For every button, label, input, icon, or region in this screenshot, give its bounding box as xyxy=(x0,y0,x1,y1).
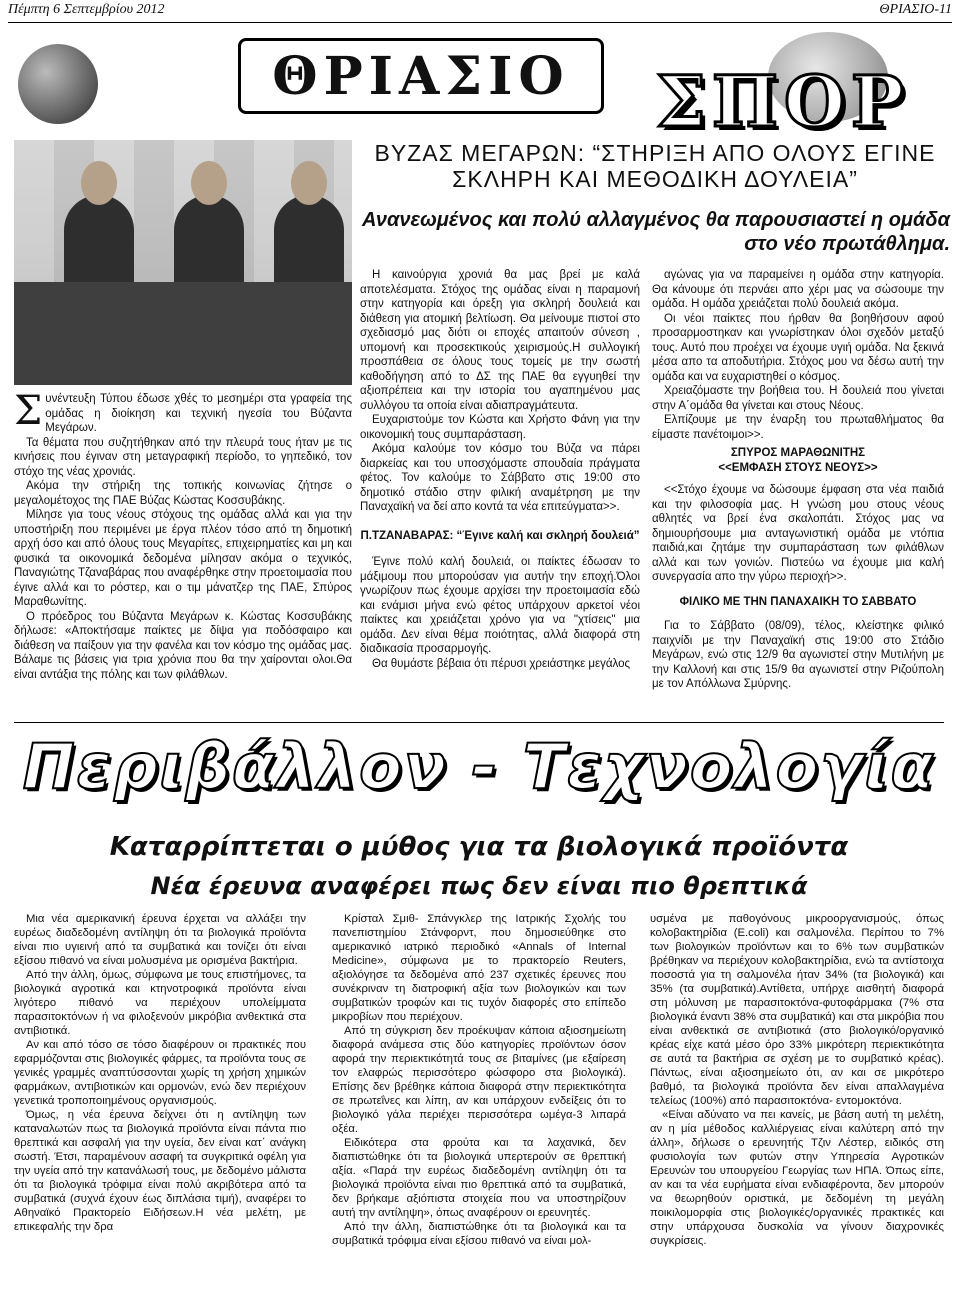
subheadline: Νέα έρευνα αναφέρει πως δεν είναι πιο θρεπτικά xyxy=(150,872,808,900)
drop-cap: Σ xyxy=(14,388,43,434)
paragraph: Ακόμα καλούμε τον κόσμο του Βύζα να πάρει διαρκείας και του υποσχόμαστε σπουδαία πράγματα φέτος. Τον καλούμε το Σάββατο στις 19:00 στο δημοτικό στάδιο στην φιλική αναμέτρηση με την Παναχαϊκή να δεί απο κοντά τα νέα επιτεύγματα>>. xyxy=(360,443,640,513)
paragraph: Ακόμα την στήριξη της τοπικής κοινωνίας ζήτησε ο μεγαλομέτοχος της ΠΑΕ Βύζας Κώστας Κοσσυβάκης. xyxy=(14,480,352,507)
subheading: ΦΙΛΙΚΟ ΜΕ ΤΗΝ ΠΑΝΑΧΑΙΚΗ ΤΟ ΣΑΒΒΑΤΟ xyxy=(679,595,917,608)
page-header xyxy=(8,0,952,23)
section-divider xyxy=(14,722,944,723)
paragraph: Από τη σύγκριση δεν προέκυψαν κάποια αξιοσημείωτη διαφορά ανάμεσα στις δύο κατηγορίες προϊόντων όσον αφορά την περιεκτικότητά τους σε βιταμίνες (με εξαίρεση τον ελαφρώς περισσότερο φώσφορο στα βιολογικά). Επίσης δεν βρέθηκε κάποια διαφορά στην περιεκτικότητα σε πρωτεΐνες και λίπη, αν και υπάρχουν ενδείξεις ότι το βιολογικό γάλα περιέχει περισσότερα ωμέγα-3 λιπαρά οξέα. xyxy=(332,1025,626,1135)
paragraph: <<Στόχο έχουμε να δώσουμε έμφαση στα νέα παιδιά και την φιλοσοφία μας. Η γνώση μου στους νέους αθλητές να βρεί ένα σκαλοπάτι. Στόχος μας να δημιουρήσουμε μια ανταγωνιστική ομάδα με ντόπια παιδιά,και ζητάμε την συμπαράσταση των φιλάθλων αλλά και των γονιών. Πιστεύω να έχουμε μια καλή συνεργασία απο την γύρω περιοχή>>. xyxy=(652,484,944,583)
paragraph: «Είναι αδύνατο να πει κανείς, με βάση αυτή τη μελέτη, αν η μία μέθοδος καλλιέργειας είναι καλύτερη από την άλλη», δήλωσε ο ερευνητής Τζιν Λέστερ, ειδικός στη φυσιολογία των φυτών στην Υπηρεσία Αγροτικών Ερευνών του υπουργείου Γεωργίας των ΗΠΑ. Όπως είπε, αν και τα νέα ευρήματα είναι ενδιαφέροντα, δεν μπορούν να θεωρηθούν οριστικά, με δεδομένη τη μεγάλη ποικιλομορφία στις βιολογικές/οργανικές πρακτικές και στην υπάρχουσα δυσκολία να γίνουν διαχρονικές συγκρίσεις. xyxy=(650,1109,944,1247)
paragraph: Κρίσταλ Σμιθ- Σπάνγκλερ της Ιατρικής Σχολής του πανεπιστημίου Στάνφορντ, που δημοσιεύθηκε στο αμερικανικό ιατρικό περιοδικό «Annals of Internal Medicine», σύμφωνα με το πρακτορείο Reuters, αξιολόγησε τα δεδομένα από 237 σχετικές έρευνες που συνέκριναν τη διατροφική αξία των βιολογικών και των συμβατικών τροφών και τις τυχόν διαφορές στο επίπεδο μικροβίων που περιέχουν. xyxy=(332,913,626,1023)
paragraph: Θα θυμάστε βέβαια ότι πέρυσι χρειάστηκε μεγάλος xyxy=(372,657,631,670)
section-title: Περιβάλλον - Τεχνολογία xyxy=(22,730,936,803)
paragraph: Η καινούργια χρονιά θα μας βρεί με καλά αποτελέσματα. Στόχος της ομάδας είναι η παραμονή στην κατηγορία και όρεξη για σκληρή δουλειά και διάθεση για ατομική βελτίωση. Θα μείνουμε πιστοί στο σχεδιασμό μας διότι οι εποχές απαιτούν σύνεση , υπομονή και προσεκτικούς χειρισμούς.Η συλλογική προσπάθεια σε όλους τους τομείς με την σωστή καθοδήγηση από το ΔΣ της ΠΑΕ θα εγγυηθεί την αξιοπρέπεια και την ιστορία του αγαπημένου μας συλλόγου τα οποία είναι αδιαπραγμάτευτα. xyxy=(360,269,640,412)
masthead xyxy=(8,26,952,143)
paragraph: Ευχαριστούμε τον Κώστα και Χρήστο Φάνη για την οικονομική τους συμπαράσταση. xyxy=(360,414,640,441)
paragraph: αγώνας για να παραμείνει η ομάδα στην κατηγορία. Θα κάνουμε ότι περνάει απο χέρι μας να σώσουμε την ομάδα. Η ομάδα χρειάζεται πολύ δουλειά ακόμα. xyxy=(652,269,944,310)
press-conference-photo xyxy=(14,140,352,385)
paragraph: Αν και από τόσο σε τόσο διαφέρουν οι πρακτικές που εφαρμόζονται στις βιολογικές φάρμες, τα προϊόντα τους σε γενικές γραμμές αναπτύσσονται χωρίς τη χρήση χημικών φαρμάκων, αντιβιοτικών και ορμονών, ενώ δεν περιέχουν γενετικά τροποποιημένους οργανισμούς. xyxy=(14,1039,306,1107)
paragraph: Για το Σάββατο (08/09), τέλος, κλείστηκε φιλικό παιχνίδι με την Παναχαϊκή στις 19:00 στο Στάδιο Μεγάρων, ενώ στις 12/9 θα αγωνιστεί στην Μυτιλήνη με την Καλλονή και στις 15/9 θα αγωνιστεί στην Ριζούπολη με τον Απόλλωνα Σμύρνης. xyxy=(652,620,944,690)
sport-column-right xyxy=(652,268,944,692)
article-subtitle: Ανανεωμένος και πολύ αλλαγμένος θα παρουσιαστεί η ομάδα στο νέο πρωτάθλημα. xyxy=(362,209,950,255)
article-title: ΒΥΖΑΣ ΜΕΓΑΡΩΝ: “ΣΤΗΡΙΞΗ ΑΠΟ ΟΛΟΥΣ ΕΓΙΝΕ ΣΚΛΗΡΗ ΚΑΙ ΜΕΘΟΔΙΚΗ ΔΟΥΛΕΙΑ” xyxy=(374,140,936,192)
paragraph: Ο πρόεδρος του Βύζαντα Μεγάρων κ. Κώστας Κοσσυβάκης δήλωσε: «Αποκτήσαμε παίκτες με δίψα για ποδόσφαιρο και διάθεση να παίξουν για την φανέλα και τον κόσμο της ομάδας μας. Βάλαμε τις βάσεις για τρια χρόνια που θα την χαίρονται ολοι.Θα είναι αντάξια της πόλης και των φιλάθλων. xyxy=(14,610,352,681)
paragraph: Έγινε πολύ καλή δουλειά, οι παίκτες έδωσαν το μάξιμουμ που μπορούσαν για αυτήν την εποχή.Όλοι γνωρίζουν πως έχουμε αρχίσει την προετοιμασία εδώ και ενάμισι μήνα ενώ φέτος υπάρχουν αρκετοί νέοι παίκτες και χρειάζεται χρόνο για να "χτίσεις" μια ομάδα. Δεν είναι θέμα ποιότητας, αλλά διαφορά στη διαδικασία προσαρμογής. xyxy=(360,556,640,655)
sport-column-middle xyxy=(360,268,640,671)
paragraph: Ειδικότερα στα φρούτα και τα λαχανικά, δεν διαπιστώθηκε ότι τα βιολογικά υπερτερούν σε θρεπτική αξία. «Παρά την ευρέως διαδεδομένη αντίληψη ότι τα βιολογικά προϊόντα είναι πιο θρεπτικά από τα συμβατικά, δεν βρήκαμε αξιόπιστα στοιχεία που να υποστηρίζουν αυτή την αντίληψη», όπως αναφέρουν οι ερευνητές. xyxy=(332,1137,626,1219)
paragraph: Μια νέα αμερικανική έρευνα έρχεται να αλλάξει την ευρέως διαδεδομένη αντίληψη ότι τα βιολογικά προϊόντα είναι πιο υγιεινή από τα συμβατικά και τονίζει ότι είναι εξίσου πιθανό να είναι μολυσμένα με ορισμένα βακτήρια. xyxy=(14,913,306,967)
issue-date: Πέμπτη 6 Σεπτεμβρίου 2012 xyxy=(8,2,165,17)
paragraph: υνέντευξη Τύπου έδωσε χθές το μεσημέρι στα γραφεία της ομάδας η διοίκηση και τεχνική ηγεσία του Βύζαντα Μεγάρων. xyxy=(45,393,352,434)
paragraph: Χρειαζόμαστε την βοήθεια του. Η δουλειά που γίνεται στην Α΄ομάδα θα γίνεται και στους Νέους. xyxy=(652,385,944,412)
logo-spor: ΣΠΟΡ xyxy=(656,59,910,143)
sport-column-left xyxy=(14,388,352,682)
paragraph: Ελπίζουμε με την έναρξη του πρωταθλήματος θα είμαστε πανέτοιμοι>>. xyxy=(652,414,944,441)
env-column-2 xyxy=(332,912,626,1248)
paragraph: Οι νέοι παίκτες που ήρθαν θα βοηθήσουν αφού προσαρμοστηκαν και γνωρίστηκαν όλοι σχεδόν μεταξύ τους. Αυτό που προέχει να έχουμε υγιή ομάδα. Να ξεκινά μέσα απο τα αποδυτήρια. Στόχος μου να δέσω αυτή την ομάδα και να ευχαριστηθεί ο κόσμος. xyxy=(652,312,944,383)
paragraph: Μίλησε για τους νέους στόχους της ομάδας αλλά και για την υποστήριξη που περιμένει με έργα πλέον τόσο από τη δημοτική αρχή όσο και από όλους τους Μεγαρίτες, επιχειρηματίες και μη και φυσικά τα οικονομικά δεδομένα μίλησαν ακόμα ο τεχνικός, Παναγιώτης Τζαναβάρας που αναφέρθηκε στην προετοιμασία που έγινε αλλά και το ρόστερ, και ο τιμ μάνατζερ της ΠΑΕ, Σπύρος Μαραθωνίτης. xyxy=(14,509,352,608)
paragraph: Τα θέματα που συζητήθηκαν από την πλευρά τους ήταν με τις κινήσεις που έγιναν στη μεταγραφική περίοδο, το γηπεδικό, τον στόχο της νέας χρονιάς. xyxy=(14,436,352,478)
headline: Καταρρίπτεται ο μύθος για τα βιολογικά προϊόντα xyxy=(109,832,849,862)
paragraph: Από την άλλη, όμως, σύμφωνα με τους επιστήμονες, τα βιολογικά αγροτικά και κτηνοτροφικά προϊόντα είναι λιγότερο πιθανό να περιέχουν υπολείμματα παρασιτοκτόνων ή να φιλοξενούν μικρόβια ανθεκτικά στα αντιβιοτικά. xyxy=(14,969,306,1037)
subheading: Π.ΤΖΑΝΑΒΑΡΑΣ: “Έγινε καλή και σκληρή δουλειά” xyxy=(360,529,640,542)
logo-thriasio: ΘΡΙΑΣΙΟ xyxy=(238,38,604,114)
subheading: ΣΠΥΡΟΣ ΜΑΡΑΘΩΝΙΤΗΣ xyxy=(730,447,866,459)
paragraph: Από την άλλη, διαπιστώθηκε ότι τα βιολογικά και τα συμβατικά τρόφιμα είναι εξίσου πιθανό να είναι μολ- xyxy=(332,1221,626,1247)
football-icon xyxy=(18,44,98,124)
paragraph: υσμένα με παθογόνους μικροοργανισμούς, όπως κολοβακτηρίδια (E.coli) και σαλμονέλα. Περίπου το 7% των βιολογικών προϊόντων και το 6% των συμβατικών βρέθηκαν να περιέχουν κολοβακτηρίδια, ενώ τα αντίστοιχα ποσοστά για τη σαλμονέλα ήταν 34% (τα βιολογικά) και 35% (τα συμβατικά).Αντίθετα, υπήρχε αισθητή διαφορά στη μόλυνση με παρασιτοκτόνα-φυτοφάρμακα (7% στα βιολογικά έναντι 38% στα συμβατικά) και στα μικρόβια που είναι ανθεκτικά σε αντιβιοτικά (στο βιολογικό/οργανικό κρέας είχε κατά μέσο όρο 33% μικρότερη περιεκτικότητα σε αυτά τα βακτήρια σε σχέση με το συμβατικό κρέας). Πάντως, είναι αξιοσημείωτο ότι, αν και σε μικρότερο βαθμό, τα βιολογικά προϊόντα δεν είναι απαλλαγμένα τελείως (100%) από παρασιτοκτόνα- εντομοκτόνα. xyxy=(650,913,944,1107)
env-column-3 xyxy=(650,912,944,1248)
subheading: <<ΕΜΦΑΣΗ ΣΤΟΥΣ ΝΕΟΥΣ>> xyxy=(718,461,878,474)
env-column-1 xyxy=(14,912,306,1234)
page-number: ΘΡΙΑΣΙΟ-11 xyxy=(879,2,952,17)
paragraph: Όμως, η νέα έρευνα δείχνει ότι η αντίληψη των καταναλωτών πως τα βιολογικά προϊόντα είναι πάντα πιο θρεπτικά και ασφαλή για την υγεία, δεν είναι κατ΄ ανάγκη σωστή. Έτσι, παραμένουν ασαφή τα συγκριτικά οφέλη για την υγεία από την κατανάλωσή τους, με δεδομένο μάλιστα ότι τα βιολογικά τρόφιμα είναι πολύ ακριβότερα από τα συμβατικά (συχνά έχουν έως διπλάσια τιμή), αναφέρει το Αθηναϊκό Πρακτορείο Ειδήσεων.Η νέα μελέτη, με επικεφαλής την δρα xyxy=(14,1109,306,1233)
